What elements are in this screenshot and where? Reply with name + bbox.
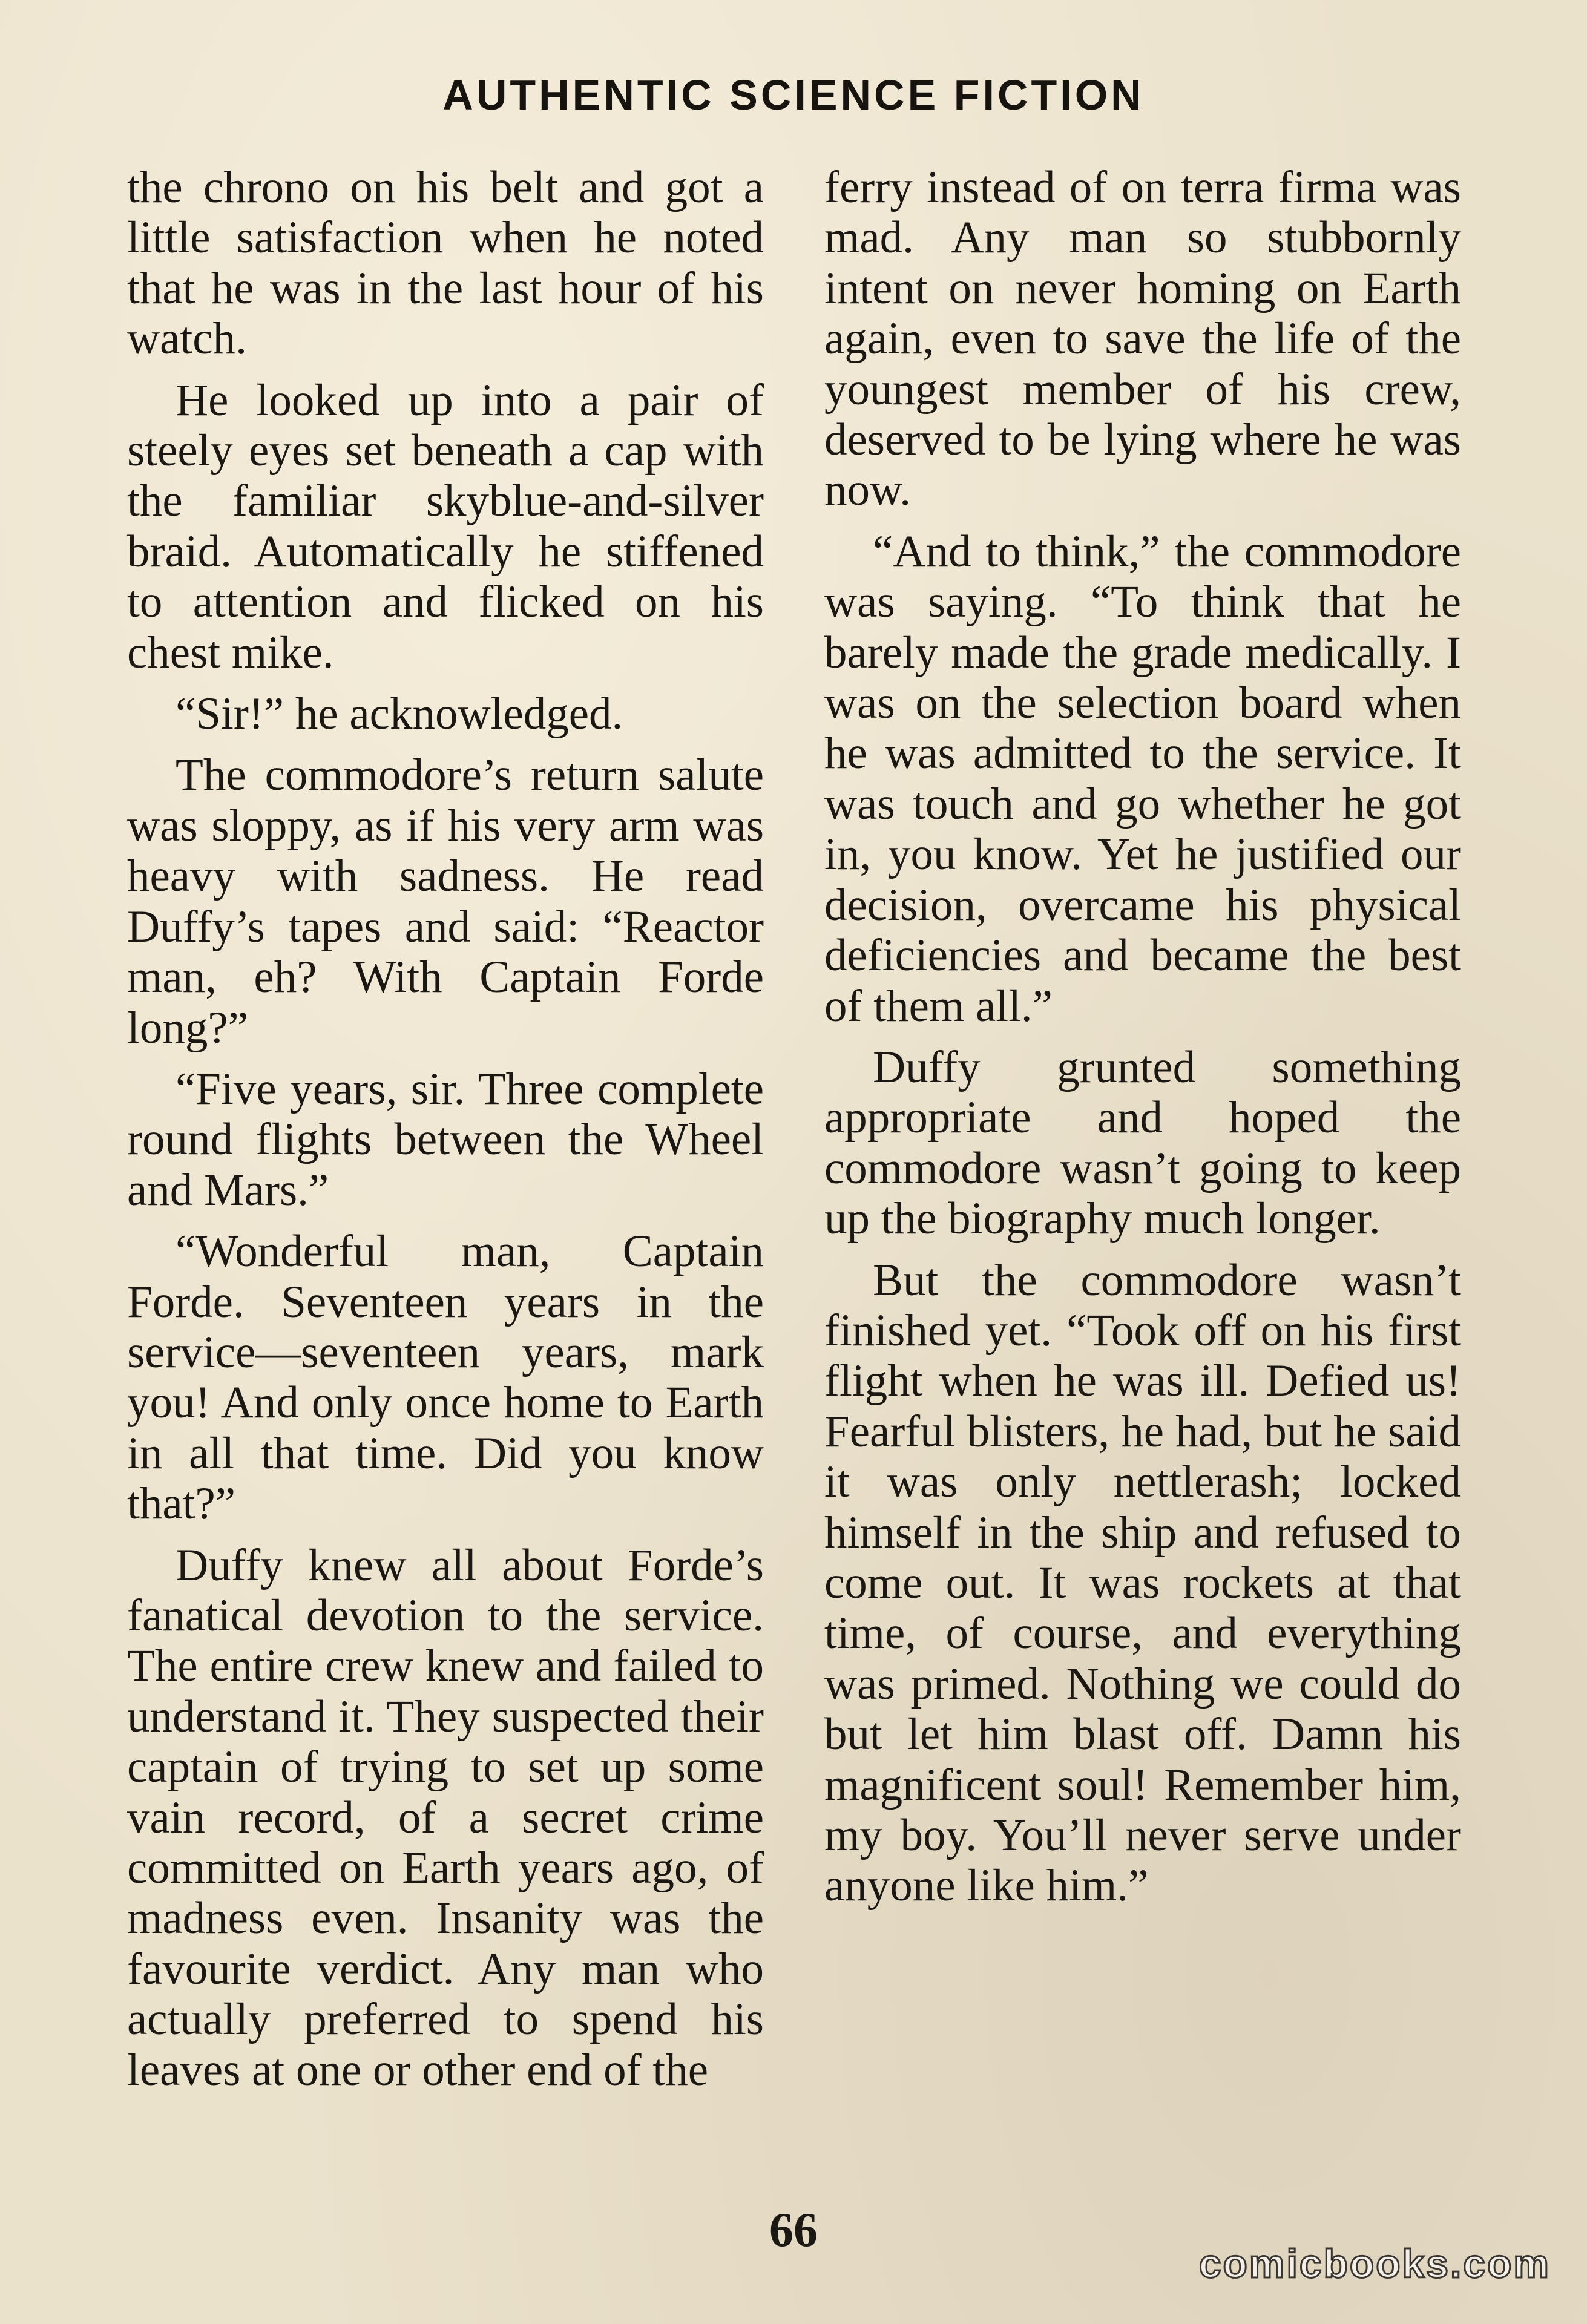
paragraph: Duffy knew all about Forde’s fanatical devotion to the service. The entire crew knew and failed to understand it. They suspected their captain of trying to set up some vain record, of a secret crime committed on Earth years ago, of madness even. Insanity was the favourite verdict. Any man who actually preferred to spend his leaves at one or other end of the xyxy=(127,1540,764,2095)
paragraph: But the commodore wasn’t finished yet. “Took off on his first flight when he was ill. Defied us! Fearful blisters, he had, but he said it was only nettlerash; locked himself in the ship and refused to come out. It was rockets at that time, of course, and everything was primed. Nothing we could do but let him blast off. Damn his magnificent soul! Remember him, my boy. You’ll never serve under anyone like him.” xyxy=(824,1255,1461,1911)
paragraph: ferry instead of on terra firma was mad. Any man so stubbornly intent on never homing on Earth again, even to save the life of the youngest member of his crew, deserved to be lying where he was now. xyxy=(824,162,1461,516)
paragraph: The commodore’s return salute was sloppy, as if his very arm was heavy with sadness. He read Duffy’s tapes and said: “Reactor man, eh? With Captain Forde long?” xyxy=(127,750,764,1053)
page-number: 66 xyxy=(769,2204,818,2257)
paragraph: “Sir!” he acknowledged. xyxy=(176,689,623,740)
paragraph: “Wonderful man, Captain Forde. Seventeen years in the service—seventeen years, mark you! And only once home to Earth in all that time. Did you know that?” xyxy=(127,1226,764,1529)
paragraph: Duffy grunted something appropriate and hoped the commodore wasn’t going to keep up the biography much longer. xyxy=(824,1042,1461,1244)
right-column xyxy=(824,162,1461,1922)
running-head: AUTHENTIC SCIENCE FICTION xyxy=(442,71,1145,119)
paragraph: “And to think,” the commodore was saying. “To think that he barely made the grade medically. I was on the selection board when he was admitted to the service. It was touch and go whether he got in, you know. Yet he justified our decision, overcame his physical deficiencies and became the best of them all.” xyxy=(824,526,1461,1031)
left-column xyxy=(127,162,764,2106)
paragraph: the chrono on his belt and got a little satisfaction when he noted that he was in the last hour of his watch. xyxy=(127,162,764,364)
watermark-logo: comicbooks.com xyxy=(1198,2241,1551,2286)
paragraph: “Five years, sir. Three complete round flights between the Wheel and Mars.” xyxy=(127,1063,764,1215)
paragraph: He looked up into a pair of steely eyes set beneath a cap with the familiar skyblue-and-silver braid. Automatically he stiffened to attention and flicked on his chest mike. xyxy=(127,375,764,678)
